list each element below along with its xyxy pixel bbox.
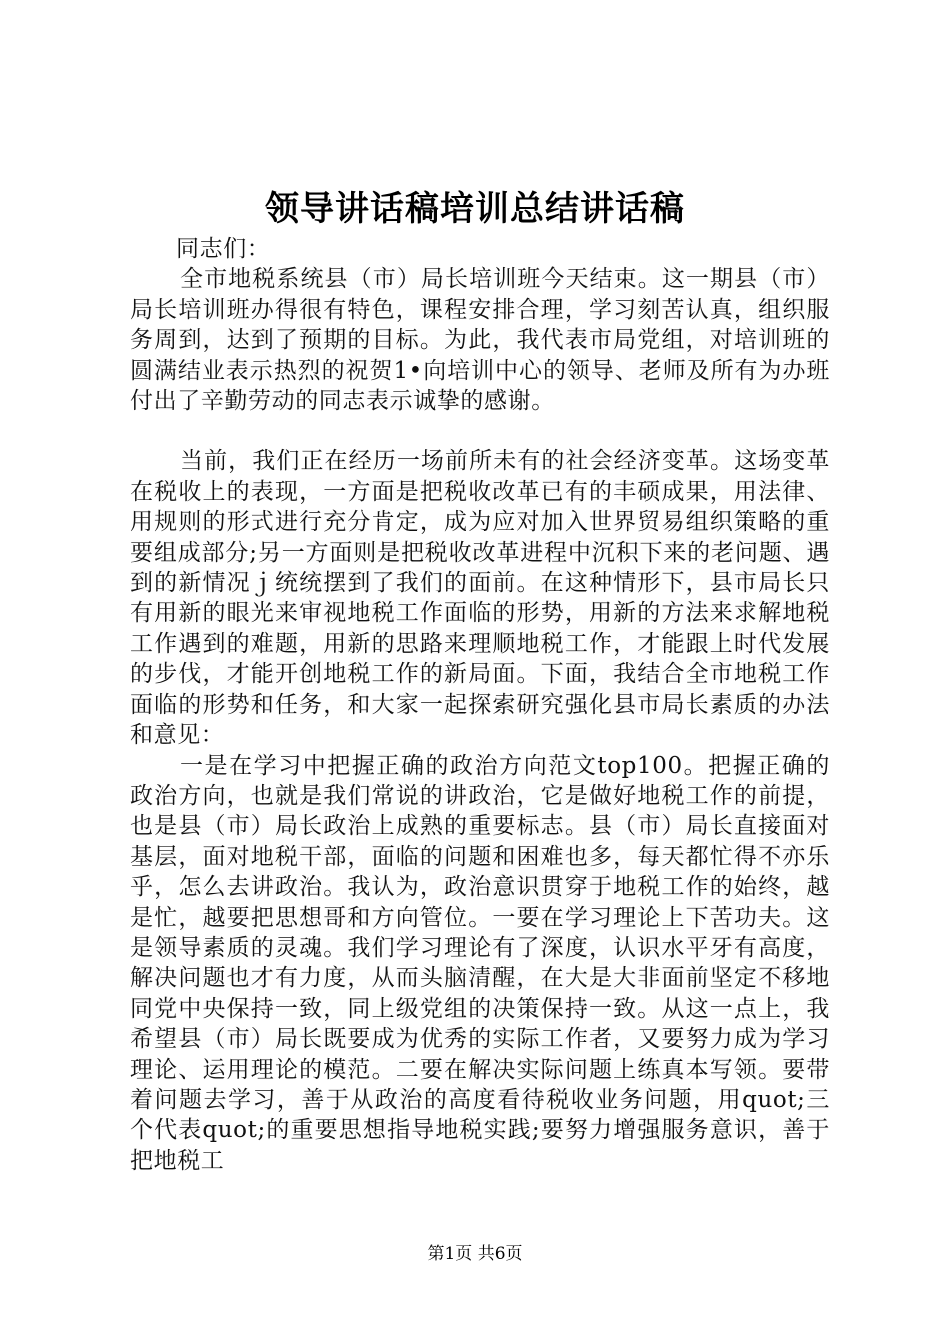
greeting: 同志们： [176, 236, 271, 262]
paragraph-3: 一是在学习中把握正确的政治方向范文top100。把握正确的政治方向，也就是我们常说的讲政治，它是做好地税工作的前提，也是县（市）局长政治上成熟的重要标志。县（市）局长直接面对基层，面对地税干部，面临的问题和困难也多，每天都忙得不亦乐乎，怎么去讲政治。我认为，政治意识贯穿于地税工作的始终，越是忙，越要把思想哥和方向管位。一要在学习理论上下苦功夫。这是领导素质的灵魂。我们学习理论有了深度，认识水平牙有高度，解决问题也才有力度，从而头脑清醒，在大是大非面前坚定不移地同党中央保持一致，同上级党组的决策保持一致。从这一点上，我希望县（市）局长既要成为优秀的实际工作者，又要努力成为学习理论、运用理论的模范。二要在解决实际问题上练真本写领。要带着问题去学习，善于从政治的高度看待税收业务问题，用quot;三个代表quot;的重要思想指导地税实践;要努力增强服务意识，善于把地税工 [130, 752, 830, 1174]
paragraph-2: 当前，我们正在经历一场前所未有的社会经济变革。这场变革在税收上的表现，一方面是把税收改革已有的丰硕成果，用法律、用规则的形式进行充分肯定，成为应对加入世界贸易组织策略的重要组成部分;另一方面则是把税收改革进程中沉积下来的老问题、遇到的新情况ｊ统统摆到了我们的面前。在这种情形下，县市局长只有用新的眼光来审视地税工作面临的形势，用新的方法来求解地税工作遇到的难题，用新的思路来理顺地税工作，才能跟上时代发展的步伐，才能开创地税工作的新局面。下面，我结合全市地税工作面临的形势和任务，和大家一起探索研究强化县市局长素质的办法和意见： [130, 448, 830, 749]
page-number: 第1页 共6页 [427, 1244, 523, 1264]
paragraph-1: 全市地税系统县（市）局长培训班今天结束。这一期县（市）局长培训班办得很有特色，课程安排合理，学习刻苦认真，组织服务周到，达到了预期的目标。为此，我代表市局党组，对培训班的圆满结业表示热烈的祝贺1•向培训中心的领导、老师及所有为办班付出了辛勤劳动的同志表示诚挚的感谢。 [130, 266, 830, 415]
document-title: 领导讲话稿培训总结讲话稿 [265, 189, 685, 229]
document-body [130, 234, 830, 1176]
